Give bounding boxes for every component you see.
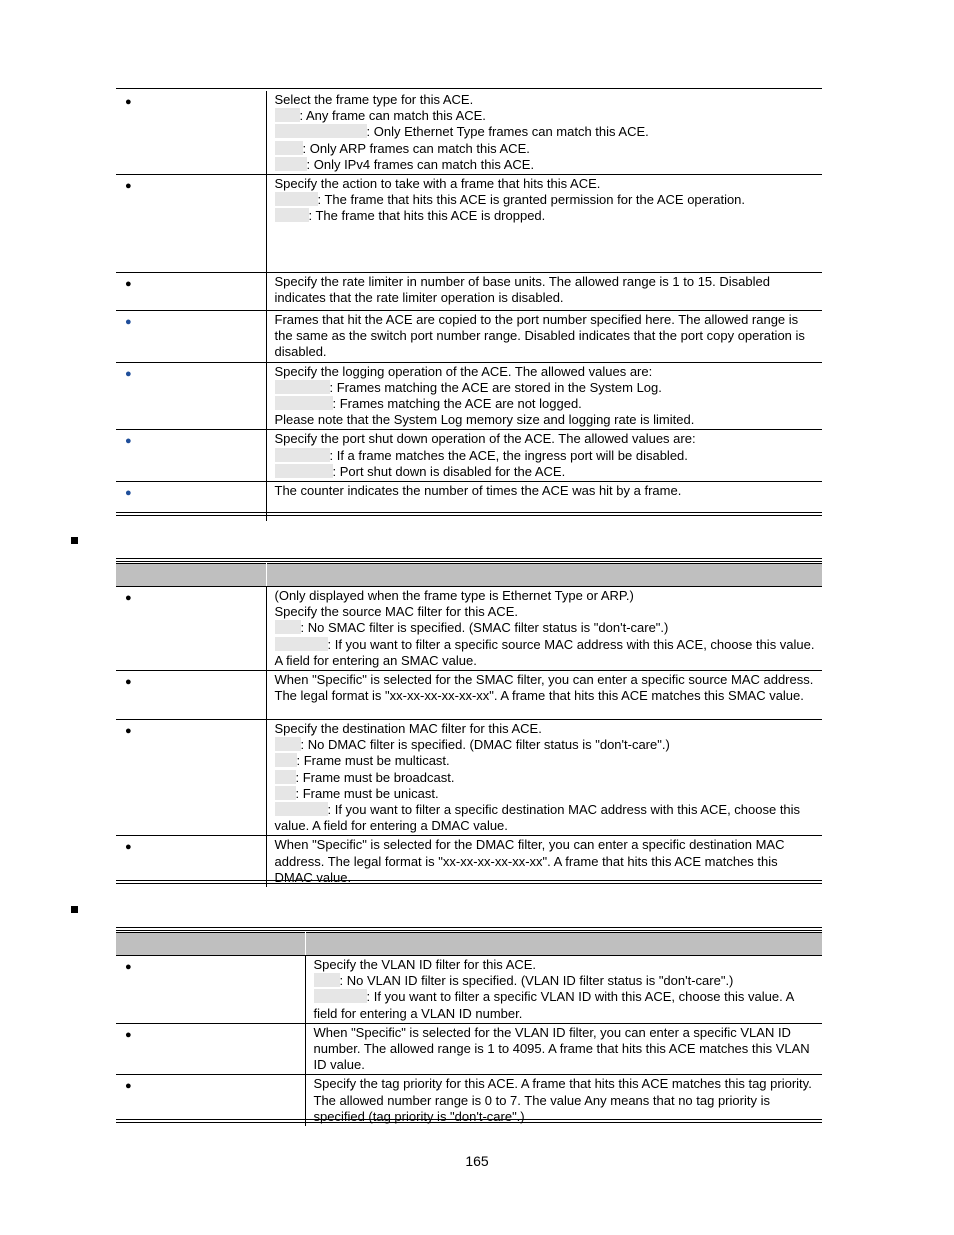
table1-top-rule (116, 88, 822, 89)
description-line: : Frame must be unicast. (295, 785, 439, 801)
ace-parameters-table (116, 91, 822, 521)
description-cell (266, 91, 822, 175)
description-text: When "Specific" is selected for the VLAN ID filter, you can enter a specific VLAN ID number. The allowed range is 1 to 4095. A frame that hits this ACE matches this VLAN ID value. (313, 1024, 810, 1073)
description-line: : No DMAC filter is specified. (DMAC filter status is "don't-care".) (300, 737, 670, 753)
table-row (116, 175, 822, 273)
description-line: Please note that the System Log memory size and logging rate is limited. (274, 412, 695, 428)
description-line: Specify the VLAN ID filter for this ACE. (313, 957, 537, 972)
parameter-cell (116, 91, 266, 175)
description-line: Specify the source MAC filter for this ACE. (274, 604, 518, 620)
description-line: : Only IPv4 frames can match this ACE. (306, 156, 535, 172)
header-cell (116, 933, 305, 956)
parameter-cell (116, 430, 266, 482)
description-line: Specify the port shut down operation of the ACE. The allowed values are: (274, 431, 696, 447)
bullet-icon: ● (125, 278, 132, 291)
hidden-value-box (275, 448, 330, 462)
table-header-row (116, 564, 822, 587)
bullet-icon: ● (125, 961, 132, 973)
description-line: : The frame that hits this ACE is dropped. (308, 208, 546, 224)
description-line: : Frame must be broadcast. (295, 769, 455, 785)
bullet-icon: ● (125, 96, 132, 108)
bullet-icon: ● (125, 676, 132, 689)
bullet-icon: ● (125, 316, 132, 329)
hidden-value-box (275, 380, 330, 394)
hidden-value-box (275, 770, 296, 784)
hidden-value-box (275, 157, 307, 171)
description-line: : The frame that hits this ACE is granted permission for the ACE operation. (317, 192, 746, 208)
hidden-value-box (275, 786, 296, 800)
description-line: : No SMAC filter is specified. (SMAC filter status is "don't-care".) (300, 620, 669, 636)
hidden-value-box (275, 124, 367, 138)
parameter-cell (116, 956, 305, 1024)
bullet-icon: ● (125, 592, 132, 604)
hidden-value-box (314, 973, 340, 987)
description-text: Specify the rate limiter in number of base units. The allowed range is 1 to 15. Disabled indicates that the rate limiter operation is disabled. (274, 274, 770, 306)
description-line: : If you want to filter a specific source MAC address with this ACE, choose this value. A field for entering an SMAC value. (274, 636, 815, 668)
header-cell (305, 933, 822, 956)
description-cell (305, 956, 822, 1024)
parameter-cell (116, 1023, 305, 1075)
description-line: Specify the logging operation of the ACE. The allowed values are: (274, 363, 653, 379)
table-row (116, 956, 822, 1024)
description-line: : If you want to filter a specific destination MAC address with this ACE, choose this value. A field for entering a DMAC value. (274, 802, 801, 834)
description-line: (Only displayed when the frame type is Ethernet Type or ARP.) (274, 588, 634, 603)
vlan-parameters-table (116, 932, 822, 1126)
section-square-icon (71, 906, 78, 913)
table-row (116, 720, 822, 836)
mac-parameters-table (116, 563, 822, 887)
table-row (116, 587, 822, 671)
description-line: : Frames matching the ACE are not logged. (332, 396, 582, 412)
description-cell (266, 671, 822, 720)
hidden-value-box (275, 108, 300, 122)
hidden-value-box (275, 802, 328, 816)
hidden-value-box (275, 620, 301, 634)
hidden-value-box (275, 192, 318, 206)
parameter-cell (116, 311, 266, 363)
description-line: : If a frame matches the ACE, the ingress port will be disabled. (329, 447, 688, 463)
table2-bottom-rule (116, 880, 822, 884)
table-row (116, 91, 822, 175)
section-square-icon (71, 537, 78, 544)
description-cell (266, 175, 822, 273)
table-row (116, 362, 822, 430)
bullet-icon: ● (125, 841, 132, 854)
description-line: Select the frame type for this ACE. (274, 92, 474, 107)
bullet-icon: ● (125, 1028, 132, 1041)
description-cell (266, 311, 822, 363)
description-line: : If you want to filter a specific VLAN ID with this ACE, choose this value. A field for entering a VLAN ID number. (313, 989, 794, 1021)
description-cell (266, 273, 822, 311)
bullet-icon: ● (125, 1080, 132, 1093)
table2-top-rule (116, 558, 822, 562)
page-number: 165 (465, 1153, 489, 1169)
description-line: : Port shut down is disabled for the ACE. (332, 463, 566, 479)
hidden-value-box (314, 989, 367, 1003)
header-cell (266, 564, 822, 587)
bullet-icon: ● (125, 367, 132, 380)
table3-top-rule (116, 927, 822, 931)
description-line: : No VLAN ID filter is specified. (VLAN ID filter status is "don't-care".) (339, 973, 734, 989)
description-cell (305, 1023, 822, 1075)
table-header-row (116, 933, 822, 956)
description-text: Specify the tag priority for this ACE. A frame that hits this ACE matches this tag priority. The allowed number range is 0 to 7. The value Any means that no tag priority is specified (tag priority is "don't-care".) (313, 1076, 812, 1124)
description-line: : Only Ethernet Type frames can match this ACE. (366, 124, 649, 140)
parameter-cell (116, 720, 266, 836)
description-text: The counter indicates the number of times the ACE was hit by a frame. (274, 483, 682, 499)
bullet-icon: ● (125, 487, 132, 500)
bullet-icon: ● (125, 435, 132, 448)
table-row (116, 273, 822, 311)
description-cell (266, 587, 822, 671)
parameter-cell (116, 175, 266, 273)
hidden-value-box (275, 737, 301, 751)
description-cell (266, 430, 822, 482)
table-row (116, 311, 822, 363)
description-text: When "Specific" is selected for the SMAC filter, you can enter a specific source MAC address. The legal format is "xx-xx-xx-xx-xx-xx". A frame that hits this ACE matches this SMAC value. (274, 672, 814, 704)
parameter-cell (116, 273, 266, 311)
parameter-cell (116, 587, 266, 671)
description-line: : Frame must be multicast. (296, 753, 450, 769)
description-cell (266, 362, 822, 430)
hidden-value-box (275, 396, 333, 410)
header-cell (116, 564, 266, 587)
table-row (116, 430, 822, 482)
parameter-cell (116, 671, 266, 720)
description-line: : Any frame can match this ACE. (299, 108, 486, 124)
hidden-value-box (275, 208, 309, 222)
hidden-value-box (275, 141, 303, 155)
description-cell (266, 720, 822, 836)
hidden-value-box (275, 753, 297, 767)
description-text: Frames that hit the ACE are copied to the port number specified here. The allowed range is the same as the switch port number range. Disabled indicates that the port copy operation is disabled. (274, 312, 805, 360)
table1-bottom-rule (116, 512, 822, 516)
description-line: Specify the action to take with a frame that hits this ACE. (274, 176, 601, 192)
table-row (116, 1023, 822, 1075)
bullet-icon: ● (125, 725, 132, 738)
description-line: Specify the destination MAC filter for this ACE. (274, 721, 542, 737)
table3-bottom-rule (116, 1119, 822, 1123)
description-text: When "Specific" is selected for the DMAC filter, you can enter a specific destination MAC address. The legal format is "xx-xx-xx-xx-xx-xx". A frame that hits this ACE matches this DMAC value. (274, 837, 785, 885)
hidden-value-box (275, 464, 333, 478)
hidden-value-box (275, 637, 328, 651)
description-line: : Frames matching the ACE are stored in the System Log. (329, 379, 662, 395)
table-row (116, 671, 822, 720)
description-line: : Only ARP frames can match this ACE. (302, 140, 530, 156)
parameter-cell (116, 362, 266, 430)
bullet-icon: ● (125, 180, 132, 193)
